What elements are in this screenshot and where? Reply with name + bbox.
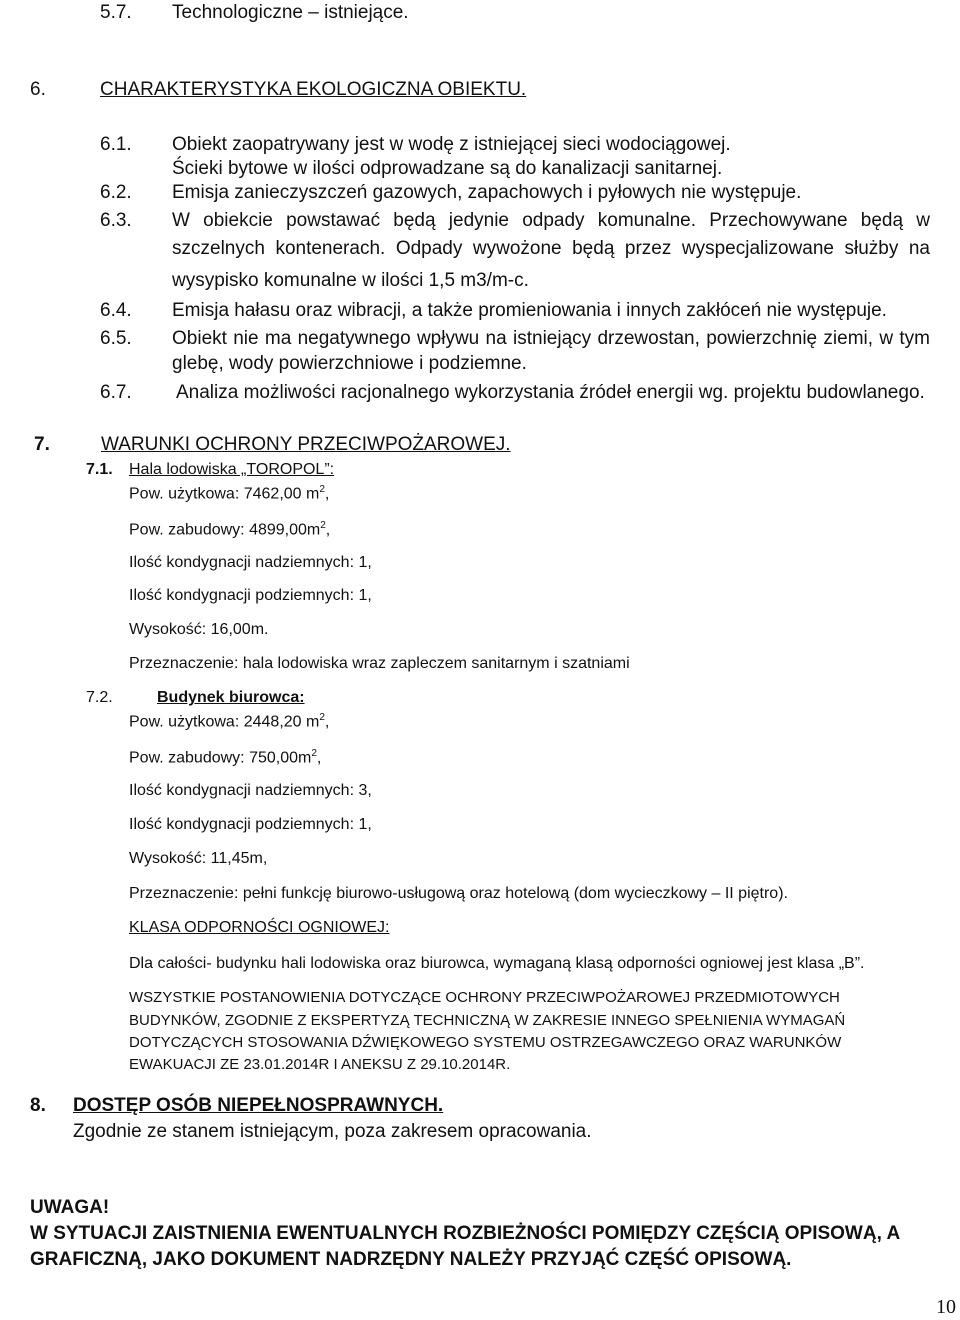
postanowienia-line2: BUDYNKÓW, ZGODNIE Z EKSPERTYZĄ TECHNICZNĄ W ZAKRESIE INNEGO SPEŁNIENIA WYMAGAŃ: [129, 1012, 846, 1029]
hala-kondygnacje-podziemne: Ilość kondygnacji podziemnych: 1,: [129, 587, 372, 604]
uwaga-line1: W SYTUACJI ZAISTNIENIA EWENTUALNYCH ROZBIEŻNOŚCI POMIĘDZY CZĘŚCIĄ OPISOWĄ, A: [30, 1223, 901, 1244]
biurowiec-pow-uzytkowa: Pow. użytkowa: 2448,20 $m^2$,: [129, 712, 330, 731]
section-6-4-number: 6.4.: [100, 300, 132, 321]
page-number: 10: [936, 1296, 956, 1318]
klasa-odpornosci-title: KLASA ODPORNOŚCI OGNIOWEJ:: [129, 919, 390, 936]
hala-wysokosc: Wysokość: 16,00m.: [129, 621, 269, 638]
biurowiec-przeznaczenie: Przeznaczenie: pełni funkcję biurowo-usługową oraz hotelową (dom wycieczkowy – II piętro).: [129, 885, 788, 902]
section-7-2-title: Budynek biurowca:: [157, 689, 305, 706]
section-6-7-number: 6.7.: [100, 382, 132, 403]
section-6-1-number: 6.1.: [100, 134, 132, 155]
section-6-title: CHARAKTERYSTYKA EKOLOGICZNA OBIEKTU.: [100, 79, 527, 100]
section-6-number: 6.: [30, 79, 46, 100]
biurowiec-kondygnacje-podziemne: Ilość kondygnacji podziemnych: 1,: [129, 816, 372, 833]
section-7-1-title: Hala lodowiska „TOROPOL”:: [129, 461, 335, 478]
section-5-7-number: 5.7.: [100, 2, 132, 23]
section-7-1-number: 7.1.: [86, 461, 113, 478]
section-7-number: 7.: [34, 434, 50, 455]
hala-przeznaczenie: Przeznaczenie: hala lodowiska wraz zapleczem sanitarnym i szatniami: [129, 655, 630, 672]
section-6-2-text: Emisja zanieczyszczeń gazowych, zapachowych i pyłowych nie występuje.: [172, 182, 802, 203]
section-8-text: Zgodnie ze stanem istniejącym, poza zakresem opracowania.: [73, 1121, 592, 1142]
hala-kondygnacje-nadziemne: Ilość kondygnacji nadziemnych: 1,: [129, 554, 372, 571]
section-7-2-number: 7.2.: [86, 689, 113, 706]
postanowienia-line4: EWAKUACJI ZE 23.01.2014R I ANEKSU Z 29.10.2014R.: [129, 1056, 511, 1073]
section-7-title: WARUNKI OCHRONY PRZECIWPOŻAROWEJ.: [101, 434, 511, 455]
section-6-7-text: Analiza możliwości racjonalnego wykorzystania źródeł energii wg. projektu budowlanego.: [176, 382, 925, 403]
section-8-number: 8.: [30, 1095, 46, 1116]
section-6-3-line3: wysypisko komunalne w ilości 1,5 m3/m-c.: [172, 270, 529, 291]
klasa-odpornosci-text: Dla całości- budynku hali lodowiska oraz biurowca, wymaganą klasą odporności ogniowej jest klasa „B”.: [129, 955, 865, 972]
biurowiec-wysokosc: Wysokość: 11,45m,: [129, 850, 268, 867]
postanowienia-line1: WSZYSTKIE POSTANOWIENIA DOTYCZĄCE OCHRONY PRZECIWPOŻAROWEJ PRZEDMIOTOWYCH: [129, 989, 840, 1006]
section-6-3-line2: szczelnych kontenerach. Odpady wywożone będą przez wyspecjalizowane służby na: [172, 238, 930, 259]
hala-pow-uzytkowa: Pow. użytkowa: 7462,00 $m^2$,: [129, 484, 330, 503]
biurowiec-pow-zabudowy: Pow. zabudowy: $750,00m^2$,: [129, 748, 322, 767]
biurowiec-kondygnacje-nadziemne: Ilość kondygnacji nadziemnych: 3,: [129, 782, 372, 799]
section-8-title: DOSTĘP OSÓB NIEPEŁNOSPRAWNYCH.: [73, 1095, 444, 1116]
section-6-4-text: Emisja hałasu oraz wibracji, a także promieniowania i innych zakłóceń nie występuje.: [172, 300, 887, 321]
section-6-1-line2: Ścieki bytowe w ilości odprowadzane są do kanalizacji sanitarnej.: [172, 158, 723, 179]
hala-pow-zabudowy: Pow. zabudowy: $4899,00m^2$,: [129, 520, 331, 539]
section-5-7-text: Technologiczne – istniejące.: [172, 2, 409, 23]
section-6-5-line2: glebę, wody powierzchniowe i podziemne.: [172, 353, 527, 374]
uwaga-line2: GRAFICZNĄ, JAKO DOKUMENT NADRZĘDNY NALEŻY PRZYJĄĆ CZĘŚĆ OPISOWĄ.: [30, 1249, 792, 1270]
section-6-2-number: 6.2.: [100, 182, 132, 203]
uwaga-title: UWAGA!: [30, 1197, 110, 1218]
section-6-1-line1: Obiekt zaopatrywany jest w wodę z istniejącej sieci wodociągowej.: [172, 134, 731, 155]
postanowienia-line3: DOTYCZĄCYCH STOSOWANIA DŹWIĘKOWEGO SYSTEMU OSTRZEGAWCZEGO ORAZ WARUNKÓW: [129, 1034, 842, 1051]
section-6-3-line1: W obiekcie powstawać będą jedynie odpady komunalne. Przechowywane będą w: [172, 210, 930, 231]
section-6-3-number: 6.3.: [100, 210, 132, 231]
section-6-5-line1: Obiekt nie ma negatywnego wpływu na istniejący drzewostan, powierzchnię ziemi, w tym: [172, 328, 930, 349]
section-6-5-number: 6.5.: [100, 328, 132, 349]
